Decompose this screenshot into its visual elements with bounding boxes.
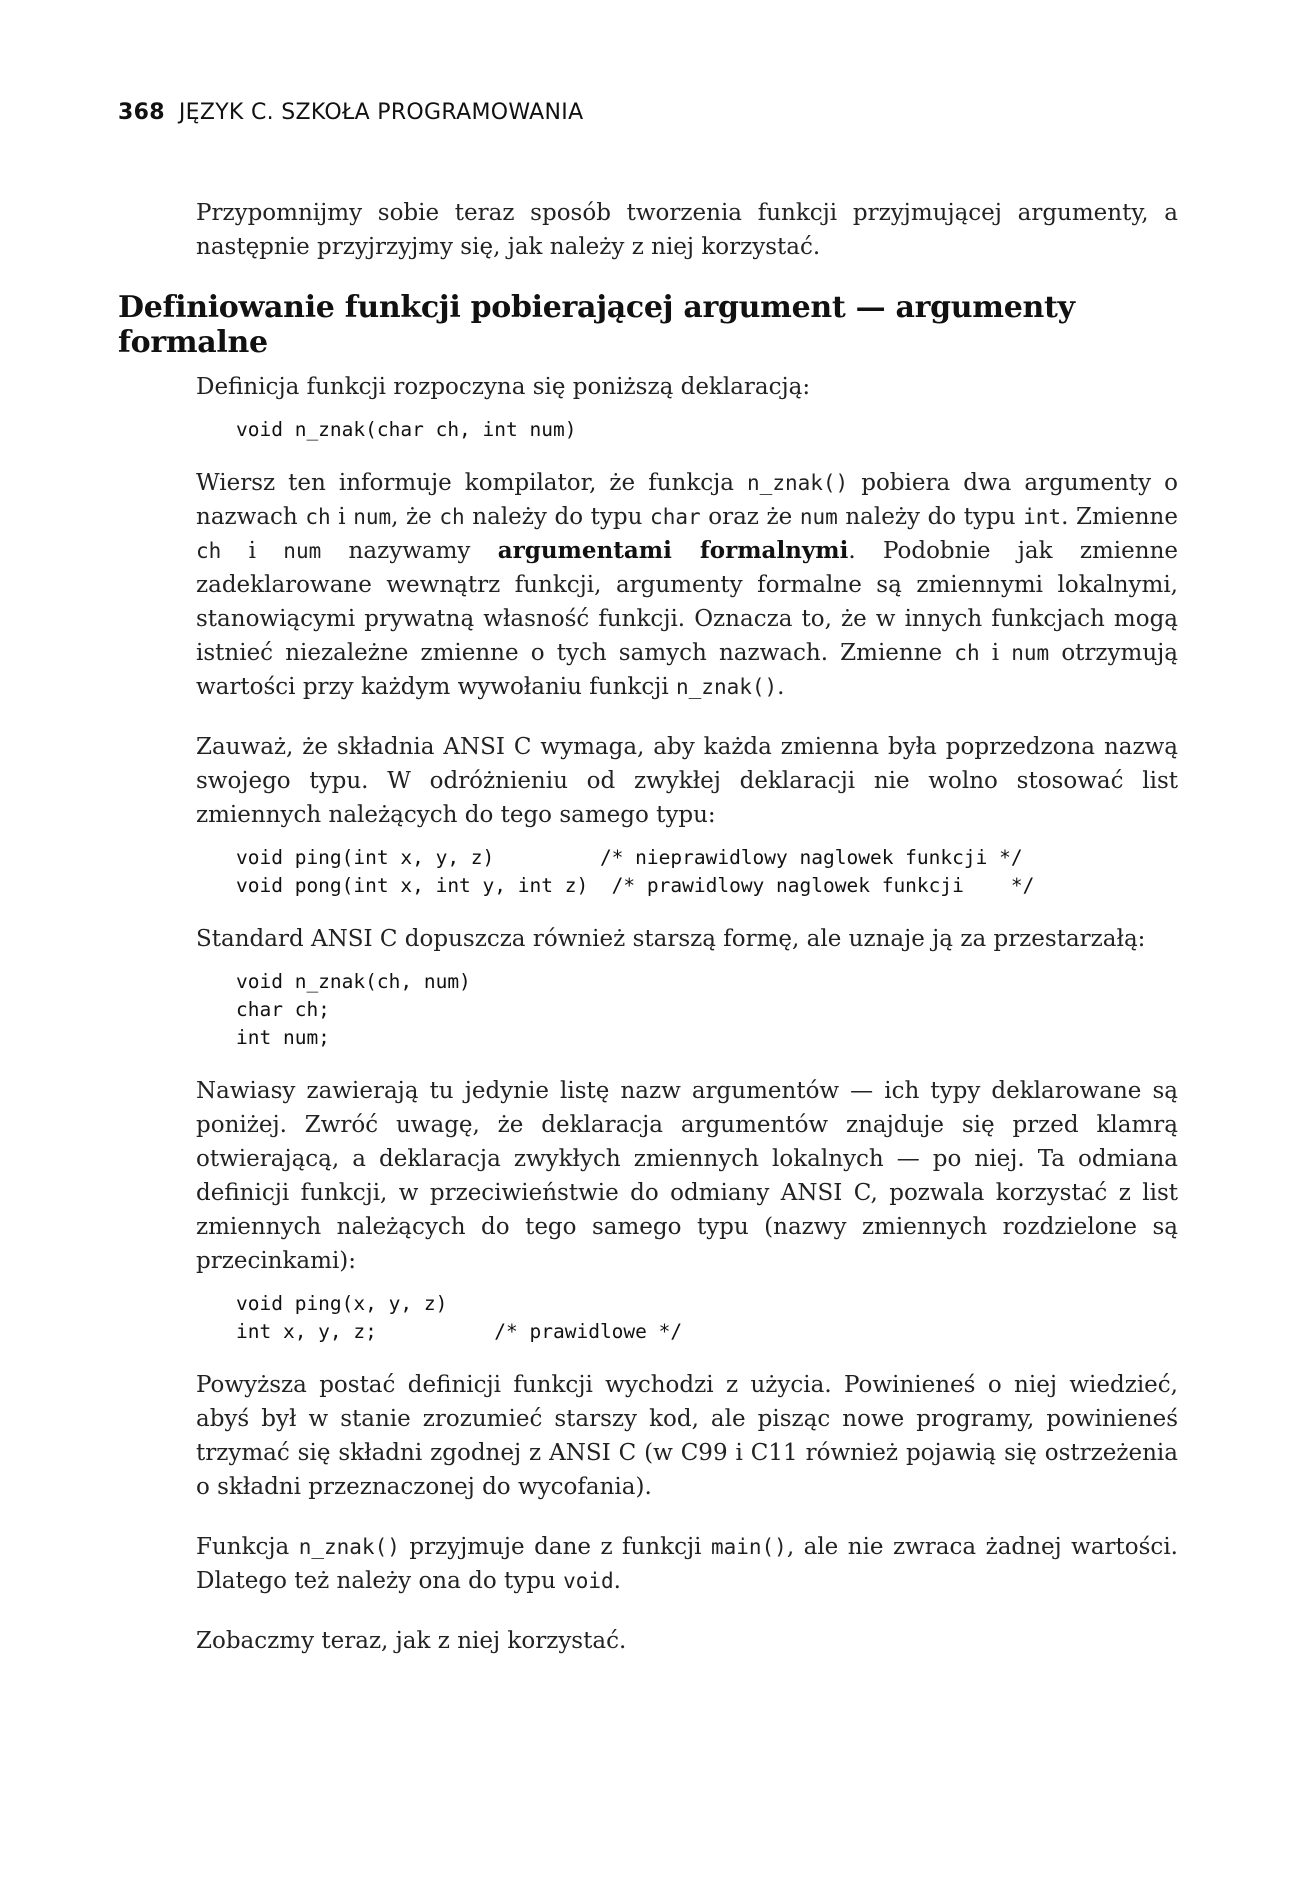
text: Wiersz ten informuje kompilator, że funkcja (196, 470, 748, 496)
text: . Podobnie jak zmienne zadeklarowane wewnątrz funkcji, argumenty formalne są zmiennymi lokalnymi, stanowiącymi prywatną własność funkcji. Oznacza to, że w innych funkcjach mogą istnieć niezależne zmienne o tych samych nazwach. Zmienne (196, 538, 1178, 666)
text: i (221, 538, 284, 564)
inline-code: num (799, 505, 838, 529)
inline-code: ch (305, 505, 331, 529)
text: należy do typu (837, 504, 1024, 530)
bold-term: argumentami formalnymi (497, 537, 849, 564)
code-block-ping-pong: void ping(int x, y, z) /* nieprawidlowy naglowek funkcji */ void pong(int x, int y, int z) /* prawidlowy naglowek funkcji */ (236, 846, 1035, 897)
text: nazywamy (321, 538, 498, 564)
code-block-old-ping: void ping(x, y, z) int x, y, z; /* prawidlowe */ (236, 1292, 683, 1343)
text: , że (391, 504, 440, 530)
paragraph-ansi-syntax: Zauważ, że składnia ANSI C wymaga, aby każda zmienna była poprzedzona nazwą swojego typu. W odróżnieniu od zwykłej deklaracji nie wolno stosować list zmiennych należących do tego samego typu: (196, 734, 1178, 828)
intro-paragraph: Przypomnijmy sobie teraz sposób tworzenia funkcji przyjmującej argumenty, a następnie przyjrzyjmy się, jak należy z niej korzystać. (196, 200, 1178, 260)
text: pobiera dwa argumenty o nazwach (196, 470, 1178, 530)
text: oraz że (700, 504, 800, 530)
paragraph-definition-intro: Definicja funkcji rozpoczyna się poniższą deklaracją: (196, 374, 811, 400)
inline-code: ch (439, 505, 465, 529)
section-heading: Definiowanie funkcji pobierającej argument — argumenty formalne (118, 290, 1075, 360)
page-body (118, 196, 1178, 1684)
paragraph-closing: Zobaczmy teraz, jak z niej korzystać. (196, 1628, 627, 1654)
paragraph-deprecation: Powyższa postać definicji funkcji wychodzi z użycia. Powinieneś o niej wiedzieć, abyś był w stanie zrozumieć starszy kod, ale pisząc nowe programy, powinieneś trzymać się składni zgodnej z ANSI C (w C99 i C11 również pojawią się ostrzeżenia o składni przeznaczonej do wycofania). (196, 1372, 1178, 1500)
paragraph-old-form: Standard ANSI C dopuszcza również starszą formę, ale uznaje ją za przestarzałą: (196, 926, 1146, 952)
text: Funkcja (196, 1534, 299, 1560)
inline-code: n_znak() (747, 471, 849, 495)
text: należy do typu (464, 504, 651, 530)
inline-code: ch (196, 539, 222, 563)
text: i (330, 504, 354, 530)
inline-code: num (1011, 641, 1050, 665)
inline-code: void (563, 1569, 614, 1593)
running-header (118, 100, 583, 125)
running-title: JĘZYK C. SZKOŁA PROGRAMOWANIA (178, 100, 584, 125)
inline-code: main() (710, 1535, 787, 1559)
text: . Zmienne (1061, 504, 1178, 530)
text: . (777, 674, 785, 700)
code-block-declaration: void n_znak(char ch, int num) (236, 418, 577, 441)
paragraph-void-return (196, 1530, 1178, 1598)
inline-code: num (283, 539, 322, 563)
text: , ale nie zwraca żadnej wartości. Dlatego też należy ona do typu (196, 1534, 1178, 1594)
inline-code: n_znak() (298, 1535, 400, 1559)
text: i (979, 640, 1012, 666)
paragraph-old-form-explanation: Nawiasy zawierają tu jedynie listę nazw argumentów — ich typy deklarowane są poniżej. Zwróć uwagę, że deklaracja argumentów znajduje się przed klamrą otwierającą, a deklaracja zwykłych zmiennych lokalnych — po niej. Ta odmiana definicji funkcji, w przeciwieństwie do odmiany ANSI C, pozwala korzystać z list zmiennych należących do tego samego typu (nazwy zmiennych rozdzielone są przecinkami): (196, 1078, 1178, 1274)
code-block-old-form: void n_znak(ch, num) char ch; int num; (236, 970, 471, 1049)
text: . (613, 1568, 621, 1594)
inline-code: num (353, 505, 392, 529)
inline-code: ch (954, 641, 980, 665)
inline-code: int (1023, 505, 1062, 529)
inline-code: n_znak() (676, 675, 778, 699)
paragraph-formal-arguments (196, 466, 1178, 704)
text: przyjmuje dane z funkcji (399, 1534, 711, 1560)
page-number: 368 (118, 100, 165, 125)
text: otrzymują wartości przy każdym wywołaniu funkcji (196, 640, 1178, 700)
inline-code: char (650, 505, 701, 529)
